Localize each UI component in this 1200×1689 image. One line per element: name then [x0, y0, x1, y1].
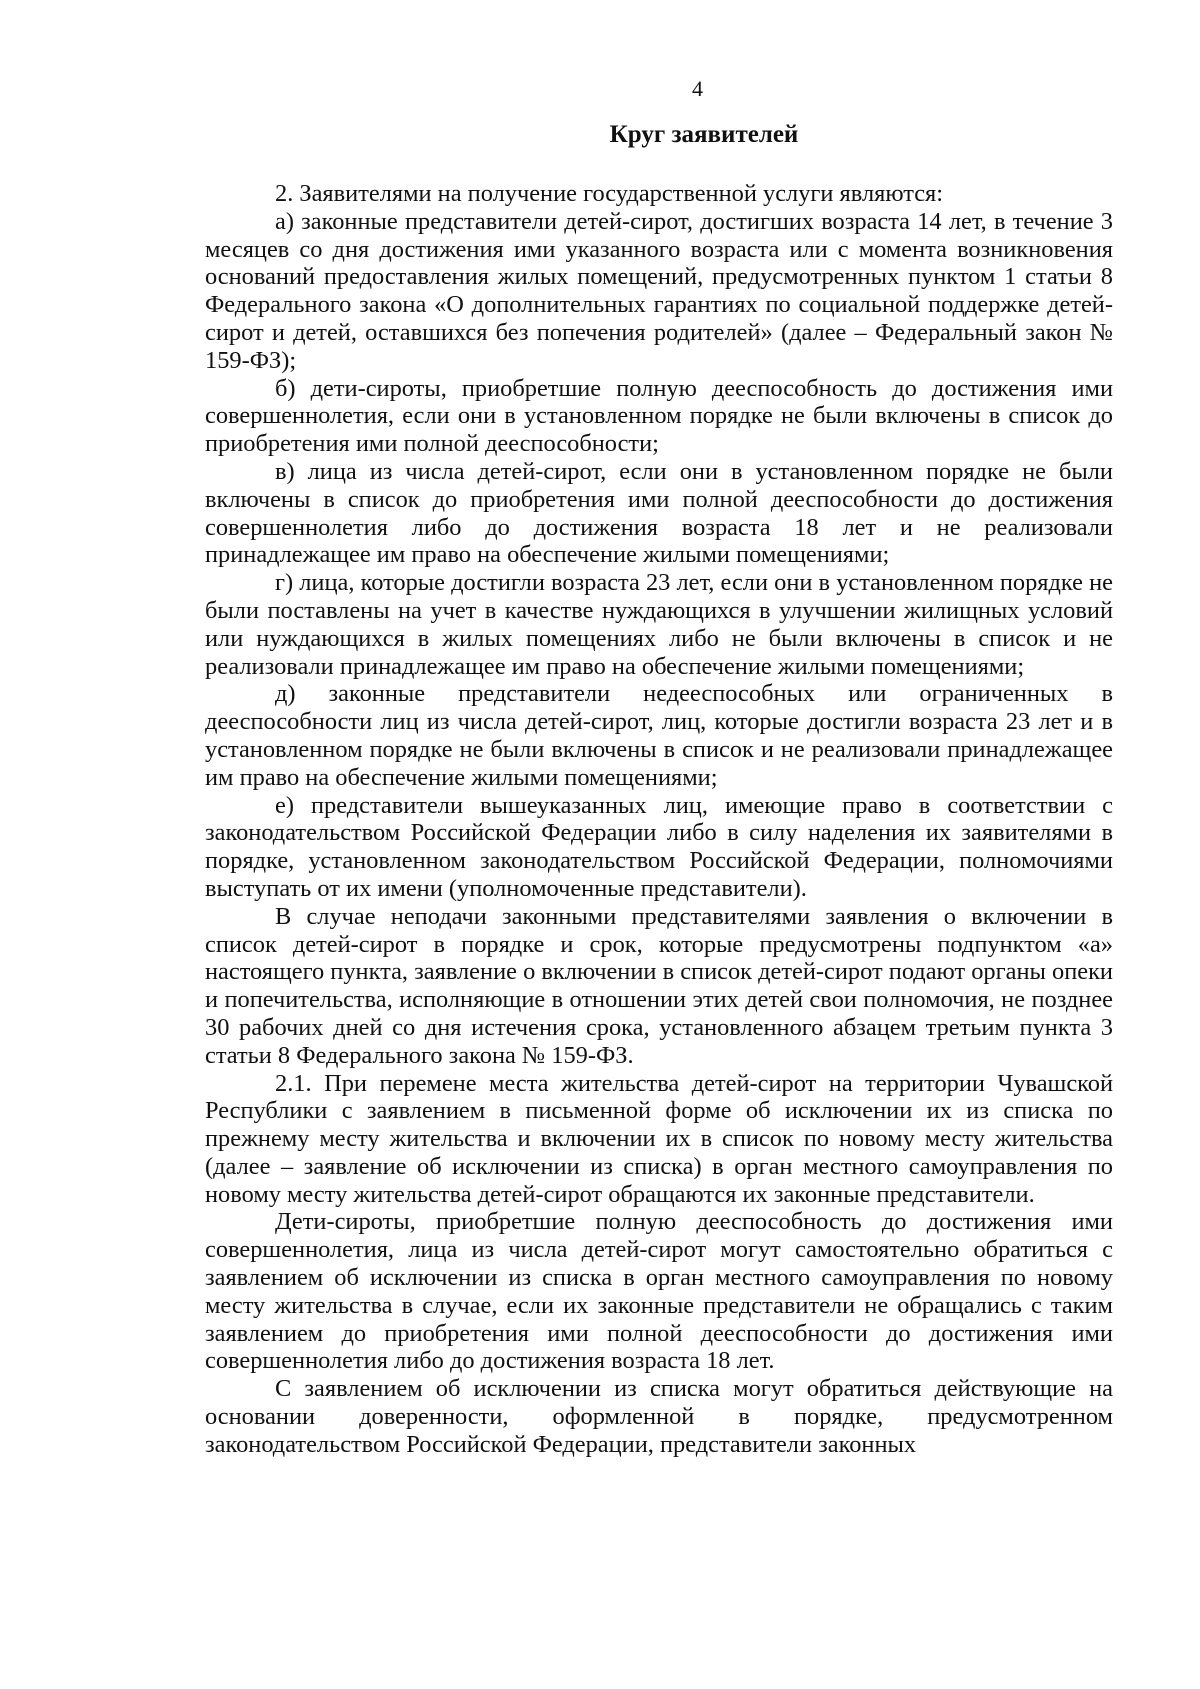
page-number: 4	[692, 76, 703, 101]
section-title: Круг заявителей	[609, 121, 799, 148]
paragraph-intro: 2. Заявителями на получение государственной услуги являются:	[275, 180, 944, 207]
paragraph-non-submission: В случае неподачи законными представителями заявления о включении в список детей-сирот в порядке и срок, которые предусмотрены подпунктом «а» настоящего пункта, заявление о включении в список детей-сирот подают органы опеки и попечительства, исполняющие в отношении этих детей свои полномочия, не позднее 30 рабочих дней со дня истечения срока, установленного абзацем третьим пункта 3 статьи 8 Федерального закона № 159-ФЗ.	[205, 902, 1113, 1069]
paragraph-orphans-self: Дети-сироты, приобретшие полную дееспособность до достижения ими совершеннолетия, лица из числа детей-сирот могут самостоятельно обратиться с заявлением об исключении из списка в орган местного самоуправления по новому месту жительства в случае, если их законные представители не обращались с таким заявлением до приобретения ими полной дееспособности до достижения ими совершеннолетия либо до достижения возраста 18 лет.	[205, 1208, 1113, 1375]
paragraph-2-1: 2.1. При перемене места жительства детей-сирот на территории Чувашской Республики с заявлением в письменной форме об исключении их из списка по прежнему месту жительства и включении их в список по новому месту жительства (далее – заявление об исключении из списка) в орган местного самоуправления по новому месту жительства детей-сирот обращаются их законные представители.	[205, 1069, 1113, 1208]
paragraph-item-v: в) лица из числа детей-сирот, если они в установленном порядке не были включены в список до приобретения ими полной дееспособности до достижения совершеннолетия либо до достижения возраста 18 лет и не реализовали принадлежащее им право на обеспечение жилыми помещениями;	[205, 457, 1113, 569]
paragraph-item-d: д) законные представители недееспособных или ограниченных в дееспособности лиц из числа детей-сирот, лиц, которые достигли возраста 23 лет и в установленном порядке не были включены в список и не реализовали принадлежащее им право на обеспечение жилыми помещениями;	[205, 680, 1113, 791]
paragraph-item-a: а) законные представители детей-сирот, достигших возраста 14 лет, в течение 3 месяцев со дня достижения ими указанного возраста или с момента возникновения оснований предоставления жилых помещений, предусмотренных пунктом 1 статьи 8 Федерального закона «О дополнительных гарантиях по социальной поддержке детей-сирот и детей, оставшихся без попечения родителей» (далее – Федеральный закон № 159-ФЗ);	[205, 207, 1113, 374]
paragraph-item-g: г) лица, которые достигли возраста 23 лет, если они в установленном порядке не были поставлены на учет в качестве нуждающихся в улучшении жилищных условий или нуждающихся в жилых помещениях либо не были включены в список и не реализовали принадлежащее им право на обеспечение жилыми помещениями;	[205, 569, 1113, 680]
document-body	[205, 118, 1113, 1459]
paragraph-item-e: е) представители вышеуказанных лиц, имеющие право в соответствии с законодательством Российской Федерации либо в силу наделения их заявителями в порядке, установленном законодательством Российской Федерации, полномочиями выступать от их имени (уполномоченные представители).	[205, 791, 1113, 902]
paragraph-item-b: б) дети-сироты, приобретшие полную дееспособность до достижения ими совершеннолетия, если они в установленном порядке не были включены в список до приобретения ими полной дееспособности;	[205, 374, 1113, 458]
paragraph-representatives: С заявлением об исключении из списка могут обратиться действующие на основании доверенности, оформленной в порядке, предусмотренном законодательством Российской Федерации, представители законных	[205, 1375, 1113, 1458]
